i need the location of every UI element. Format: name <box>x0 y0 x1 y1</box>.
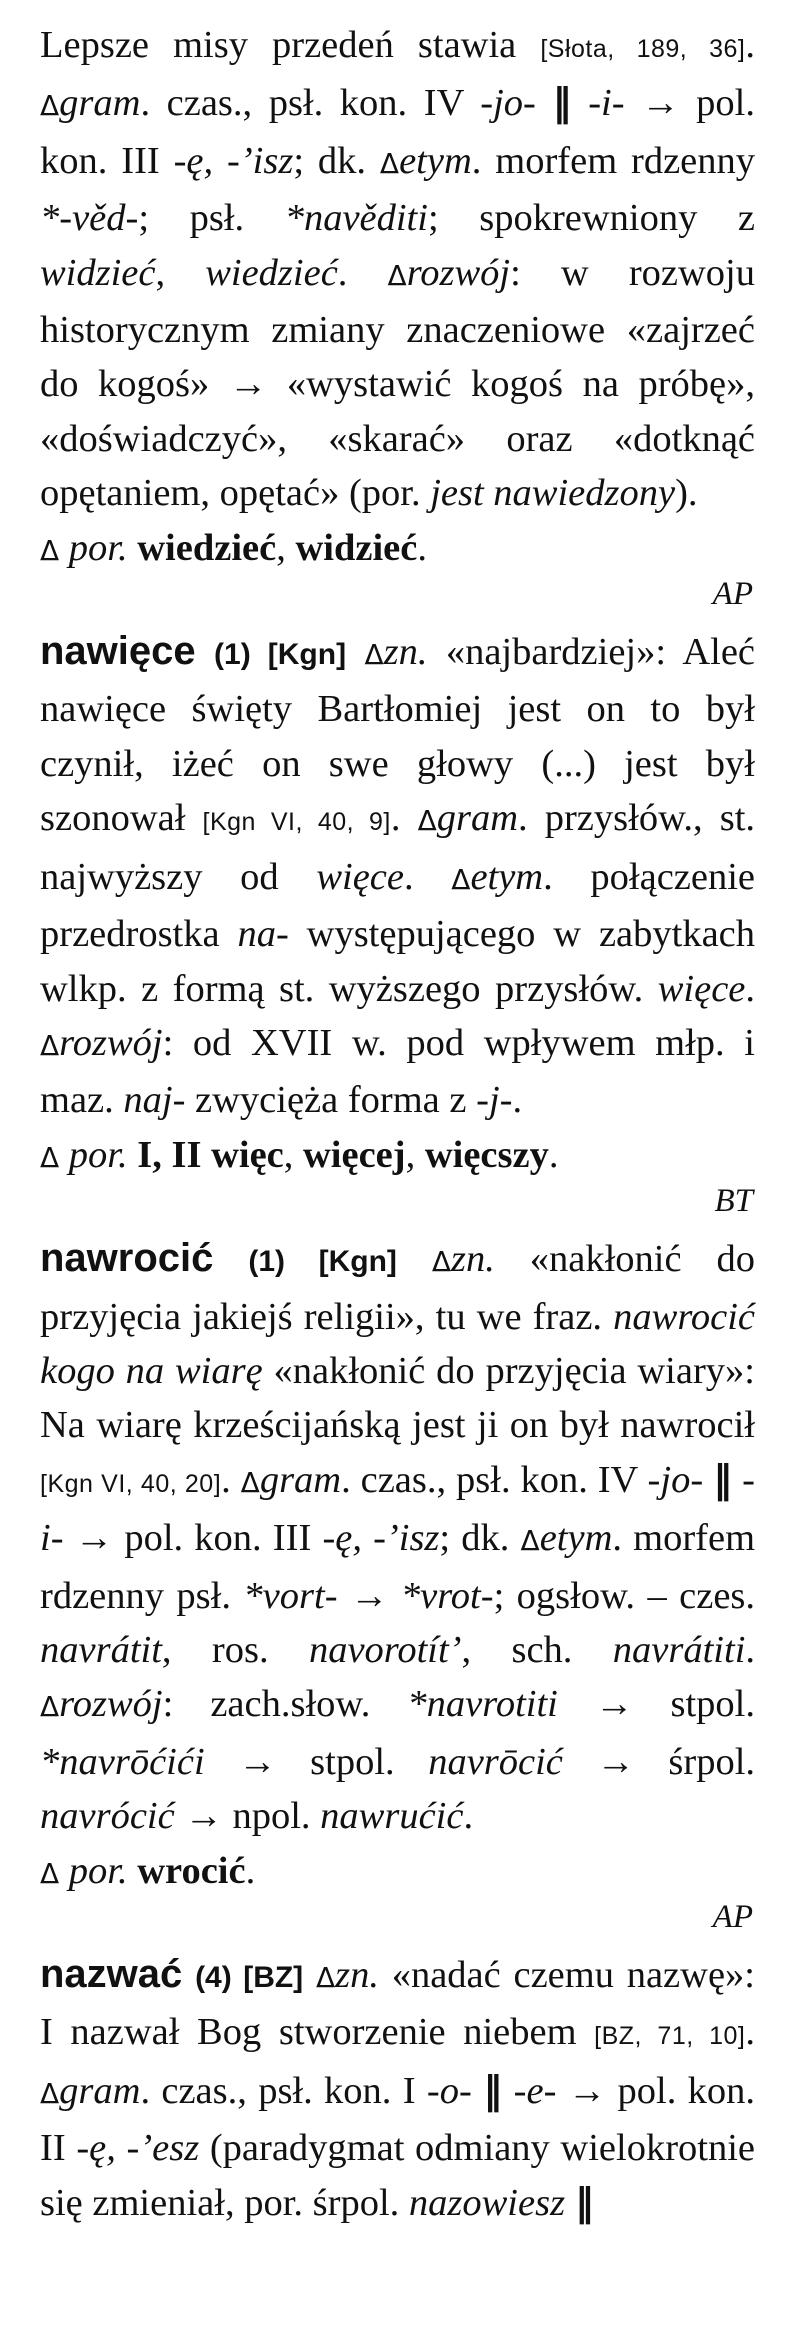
punct: . <box>745 967 755 1010</box>
etym-text: . morfem rdzenny <box>471 139 756 182</box>
cross-reference: wiedzieć <box>137 526 277 569</box>
cross-reference: więcej <box>303 1133 406 1176</box>
form: *-věd- <box>40 197 139 240</box>
triangle-icon: Δ <box>315 1961 336 1994</box>
form: -i- <box>588 82 625 125</box>
form: *vrot- <box>400 1574 494 1617</box>
gram-label: gram <box>59 82 141 125</box>
arrow-symbol: → <box>641 82 680 125</box>
triangle-icon: Δ <box>40 89 60 123</box>
gram-text: ; dk. <box>439 1517 510 1560</box>
cross-reference: wrocić <box>137 1849 246 1892</box>
form: więce <box>657 967 746 1010</box>
por-label: por. <box>68 1133 128 1176</box>
punct: . <box>403 855 414 898</box>
etym-text: występującego w zabytkach wlkp. z formą st. wyższego przysłów. <box>40 913 755 1010</box>
cross-reference: I, II więc <box>137 1133 284 1176</box>
triangle-icon: Δ <box>40 1690 60 1724</box>
rozwoj-text: : w rozwoju historycznym zmiany znaczeniowe «zajrzeć do kogoś» → «wystawić kogoś na próbę», «doświadczyć», «skarać» oraz «dotknąć opętaniem, opętać» (por. <box>40 251 755 515</box>
gram-text: (paradygmat odmiany wielokrotnie się zmieniał, por. śrpol. <box>40 2127 756 2224</box>
etym-text: . połączenie przedrostka <box>40 855 756 956</box>
entry-nawrocic <box>40 1231 755 1901</box>
form: nawrućić <box>320 1795 464 1838</box>
form: -ę, -’isz <box>322 1517 440 1560</box>
arrow-symbol: → <box>184 1795 223 1838</box>
source-citation: [Kgn VI, 40, 9] <box>202 808 391 837</box>
arrow-symbol: → <box>596 1740 635 1783</box>
rozwoj-text: npol. <box>222 1795 311 1838</box>
punct: . <box>245 1849 256 1892</box>
gram-text: . czas., psł. kon. IV <box>140 82 464 125</box>
triangle-icon: Δ <box>40 1856 60 1890</box>
zn-label: zn. <box>383 631 428 674</box>
gram-text: . czas., psł. kon. IV <box>341 1458 638 1501</box>
etym-text: ; spokrewniony z <box>427 197 755 240</box>
punct: . <box>745 1628 756 1671</box>
etym-label: etym <box>399 139 472 182</box>
author-initials: BT <box>714 1183 753 1220</box>
triangle-icon: Δ <box>387 258 407 292</box>
etym-text: ; psł. <box>138 197 245 240</box>
form: na- <box>237 913 289 956</box>
count-source: (1) [Kgn] <box>214 638 347 672</box>
form: -i- <box>40 1458 755 1560</box>
definition: «najbardziej»: <box>427 631 667 674</box>
form: -ę, -’isz <box>173 139 294 182</box>
punct: ). <box>675 472 698 515</box>
triangle-icon: Δ <box>417 804 437 838</box>
form: -e- <box>513 2069 557 2112</box>
triangle-icon: Δ <box>40 1140 60 1174</box>
rozwoj-text: : od XVII w. pod wpływem młp. i maz. <box>40 1021 755 1122</box>
triangle-icon: Δ <box>40 2076 60 2110</box>
quote-text: Na wiarę krześcijańską jest ji on był nawrocił <box>40 1404 755 1447</box>
form: navrátit <box>40 1628 162 1671</box>
form: widzieć <box>40 251 156 294</box>
definition: «nakłonić do przyjęcia wiary»: <box>262 1349 755 1392</box>
quote-text: I nazwał Bog stworzenie niebem <box>40 2011 577 2054</box>
rozwoj-label: rozwój <box>59 1683 163 1726</box>
punct: , <box>405 1133 416 1176</box>
punct: . <box>221 1458 231 1501</box>
form: navrócić <box>40 1795 175 1838</box>
dictionary-page <box>40 18 755 2230</box>
form: navrátiti <box>612 1628 746 1671</box>
double-bar-symbol: ‖ <box>483 2067 503 2113</box>
arrow-symbol: → <box>74 1517 114 1560</box>
form: -o- <box>426 2069 472 2112</box>
source-citation: [Słota, 189, 36] <box>540 35 746 63</box>
gram-text: pol. kon. II <box>40 2069 756 2170</box>
zn-label: zn. <box>451 1238 495 1281</box>
rozwoj-text: stpol. <box>276 1740 395 1783</box>
cross-reference: widzieć <box>295 526 418 569</box>
gram-label: gram <box>259 1458 342 1501</box>
form: *navrōćići <box>40 1740 205 1783</box>
form: jest nawiedzony <box>430 472 676 515</box>
cross-reference: więcszy <box>424 1133 549 1176</box>
punct: , <box>276 526 286 569</box>
definition: «nakłonić do przyjęcia jakiejś religii», tu we fraz. <box>40 1238 756 1338</box>
gram-text: ; dk. <box>293 139 367 182</box>
triangle-icon: Δ <box>520 1524 540 1558</box>
form: navorotít’ <box>308 1628 462 1671</box>
gram-label: gram <box>59 2069 141 2112</box>
form: -ę, -’esz <box>76 2127 200 2170</box>
gram-text: pol. kon. III <box>40 82 756 182</box>
punct: . <box>337 251 348 294</box>
arrow-symbol: → <box>567 2069 607 2112</box>
count-source: (1) [Kgn] <box>248 1245 397 1279</box>
rozwoj-text: stpol. <box>633 1683 756 1726</box>
punct: . <box>463 1795 474 1838</box>
definition: «nadać czemu nazwę»: <box>378 1954 755 1996</box>
form: navrōcić <box>428 1740 563 1783</box>
quote-text: Lepsze misy przedeń stawia <box>40 24 517 66</box>
form: -j- <box>476 1079 513 1122</box>
rozwoj-label: rozwój <box>59 1021 163 1064</box>
punct: . <box>417 526 427 569</box>
double-bar-symbol: ‖ <box>552 80 572 126</box>
por-label: por. <box>68 526 128 569</box>
gram-text: pol. kon. III <box>113 1517 312 1560</box>
form: naj- <box>123 1079 186 1122</box>
form: -jo- <box>480 82 536 125</box>
etym-text: . morfem rdzenny psł. <box>40 1517 756 1617</box>
triangle-icon: Δ <box>379 146 400 180</box>
gram-text: . czas., psł. kon. I <box>140 2069 416 2112</box>
punct: , <box>155 251 166 294</box>
rozwoj-text: śrpol. <box>634 1740 756 1783</box>
headword: nawrocić <box>40 1236 214 1281</box>
source-citation: [Kgn VI, 40, 20] <box>40 1469 222 1498</box>
etym-text: , sch. <box>461 1628 573 1671</box>
triangle-icon: Δ <box>240 1465 260 1499</box>
punct: . <box>390 797 401 840</box>
etym-label: etym <box>470 855 544 898</box>
punct: . <box>745 2011 755 2054</box>
arrow-symbol: → <box>238 1740 277 1783</box>
rozwoj-label: rozwój <box>406 251 511 294</box>
entry-nazwac <box>40 1947 755 2230</box>
etym-label: etym <box>539 1517 613 1560</box>
count-source: (4) [BZ] <box>195 1961 304 1994</box>
headword: nawięce <box>40 629 196 674</box>
phrase: nawrocić kogo na wiarę <box>40 1295 755 1392</box>
triangle-icon: Δ <box>451 862 471 896</box>
arrow-symbol: → <box>349 1574 389 1617</box>
rozwoj-text: zwycięża forma z <box>185 1079 467 1122</box>
form: nazowiesz <box>408 2181 566 2224</box>
double-bar-symbol: ‖ <box>713 1456 733 1502</box>
arrow-symbol: → <box>594 1683 634 1726</box>
author-initials: AP <box>712 1899 753 1935</box>
form: *navěditi <box>284 197 428 240</box>
triangle-icon: Δ <box>364 638 384 672</box>
form: *navrotiti <box>407 1683 558 1726</box>
form: *vort- <box>243 1574 338 1617</box>
headword: nazwać <box>40 1952 183 1996</box>
punct: , <box>283 1133 294 1176</box>
por-label: por. <box>68 1849 128 1892</box>
author-initials: AP <box>712 576 753 613</box>
entry-nawiece <box>40 624 755 1185</box>
form: więce <box>316 855 404 898</box>
punct: . <box>512 1079 523 1122</box>
punct: . <box>548 1133 559 1176</box>
gram-text: . przysłów., st. najwyższy od <box>40 797 756 898</box>
triangle-icon: Δ <box>40 533 60 567</box>
punct: . <box>745 24 755 66</box>
double-bar-symbol: ‖ <box>574 2179 594 2225</box>
etym-text: ; ogsłow. – czes. <box>493 1574 756 1617</box>
etym-text: , ros. <box>161 1628 269 1671</box>
quote-text: Aleć nawięce święty Bartłomiej jest on to był czynił, iżeć on swe głowy (...) jest był szonował <box>40 631 755 840</box>
entry-continuation <box>40 18 755 578</box>
rozwoj-text: : zach.słow. <box>162 1683 371 1726</box>
triangle-icon: Δ <box>40 1028 60 1062</box>
triangle-icon: Δ <box>431 1245 451 1279</box>
form: -jo- <box>647 1458 704 1501</box>
source-citation: [BZ, 71, 10] <box>594 2022 746 2051</box>
zn-label: zn. <box>335 1954 379 1996</box>
form: wiedzieć <box>205 251 338 294</box>
gram-label: gram <box>436 797 519 840</box>
